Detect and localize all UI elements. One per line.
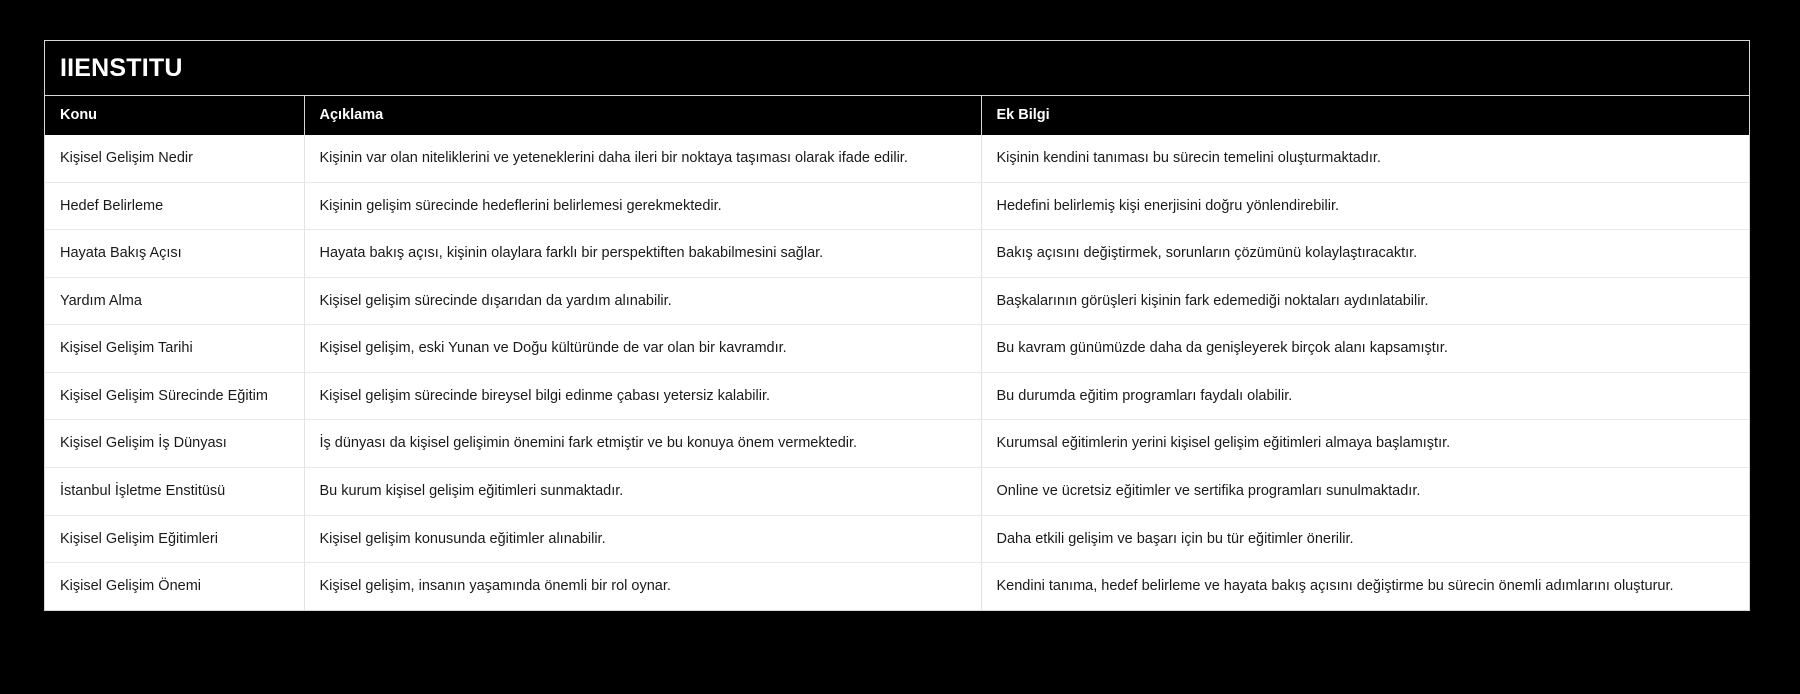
cell-konu: İstanbul İşletme Enstitüsü xyxy=(45,468,304,516)
cell-ekbilgi: Kurumsal eğitimlerin yerini kişisel gelişim eğitimleri almaya başlamıştır. xyxy=(981,420,1749,468)
table-row xyxy=(45,135,1749,182)
cell-ekbilgi: Başkalarının görüşleri kişinin fark edemediği noktaları aydınlatabilir. xyxy=(981,277,1749,325)
cell-ekbilgi: Online ve ücretsiz eğitimler ve sertifika programları sunulmaktadır. xyxy=(981,468,1749,516)
cell-ekbilgi: Bu kavram günümüzde daha da genişleyerek birçok alanı kapsamıştır. xyxy=(981,325,1749,373)
cell-konu: Kişisel Gelişim Tarihi xyxy=(45,325,304,373)
cell-ekbilgi: Hedefini belirlemiş kişi enerjisini doğru yönlendirebilir. xyxy=(981,182,1749,230)
cell-aciklama: İş dünyası da kişisel gelişimin önemini fark etmiştir ve bu konuya önem vermektedir. xyxy=(304,420,981,468)
cell-konu: Hedef Belirleme xyxy=(45,182,304,230)
table-row xyxy=(45,563,1749,610)
table-card xyxy=(44,40,1750,611)
column-header-ekbilgi: Ek Bilgi xyxy=(981,96,1749,135)
table-row xyxy=(45,182,1749,230)
table-row xyxy=(45,468,1749,516)
cell-konu: Yardım Alma xyxy=(45,277,304,325)
brand-title: IIENSTITU xyxy=(60,53,183,82)
column-header-aciklama: Açıklama xyxy=(304,96,981,135)
cell-konu: Kişisel Gelişim Nedir xyxy=(45,135,304,182)
cell-aciklama: Kişisel gelişim sürecinde dışarıdan da yardım alınabilir. xyxy=(304,277,981,325)
cell-ekbilgi: Daha etkili gelişim ve başarı için bu tür eğitimler önerilir. xyxy=(981,515,1749,563)
cell-aciklama: Kişisel gelişim, eski Yunan ve Doğu kültüründe de var olan bir kavramdır. xyxy=(304,325,981,373)
cell-ekbilgi: Kendini tanıma, hedef belirleme ve hayata bakış açısını değiştirme bu sürecin önemli adımlarını oluşturur. xyxy=(981,563,1749,610)
table-row xyxy=(45,230,1749,278)
table-body xyxy=(45,135,1749,610)
cell-aciklama: Kişinin var olan niteliklerini ve yeteneklerini daha ileri bir noktaya taşıması olarak ifade edilir. xyxy=(304,135,981,182)
table-row xyxy=(45,372,1749,420)
table-row xyxy=(45,515,1749,563)
cell-aciklama: Kişisel gelişim, insanın yaşamında önemli bir rol oynar. xyxy=(304,563,981,610)
cell-konu: Kişisel Gelişim İş Dünyası xyxy=(45,420,304,468)
cell-aciklama: Kişisel gelişim konusunda eğitimler alınabilir. xyxy=(304,515,981,563)
cell-konu: Kişisel Gelişim Sürecinde Eğitim xyxy=(45,372,304,420)
table-header xyxy=(45,96,1749,135)
cell-aciklama: Kişisel gelişim sürecinde bireysel bilgi edinme çabası yetersiz kalabilir. xyxy=(304,372,981,420)
information-table xyxy=(45,96,1749,610)
cell-ekbilgi: Bakış açısını değiştirmek, sorunların çözümünü kolaylaştıracaktır. xyxy=(981,230,1749,278)
cell-aciklama: Hayata bakış açısı, kişinin olaylara farklı bir perspektiften bakabilmesini sağlar. xyxy=(304,230,981,278)
cell-konu: Kişisel Gelişim Önemi xyxy=(45,563,304,610)
table-row xyxy=(45,277,1749,325)
cell-konu: Kişisel Gelişim Eğitimleri xyxy=(45,515,304,563)
cell-ekbilgi: Kişinin kendini tanıması bu sürecin temelini oluşturmaktadır. xyxy=(981,135,1749,182)
table-row xyxy=(45,420,1749,468)
brand-bar xyxy=(45,41,1749,96)
table-row xyxy=(45,325,1749,373)
cell-konu: Hayata Bakış Açısı xyxy=(45,230,304,278)
cell-ekbilgi: Bu durumda eğitim programları faydalı olabilir. xyxy=(981,372,1749,420)
cell-aciklama: Bu kurum kişisel gelişim eğitimleri sunmaktadır. xyxy=(304,468,981,516)
table-header-row xyxy=(45,96,1749,135)
column-header-konu: Konu xyxy=(45,96,304,135)
cell-aciklama: Kişinin gelişim sürecinde hedeflerini belirlemesi gerekmektedir. xyxy=(304,182,981,230)
